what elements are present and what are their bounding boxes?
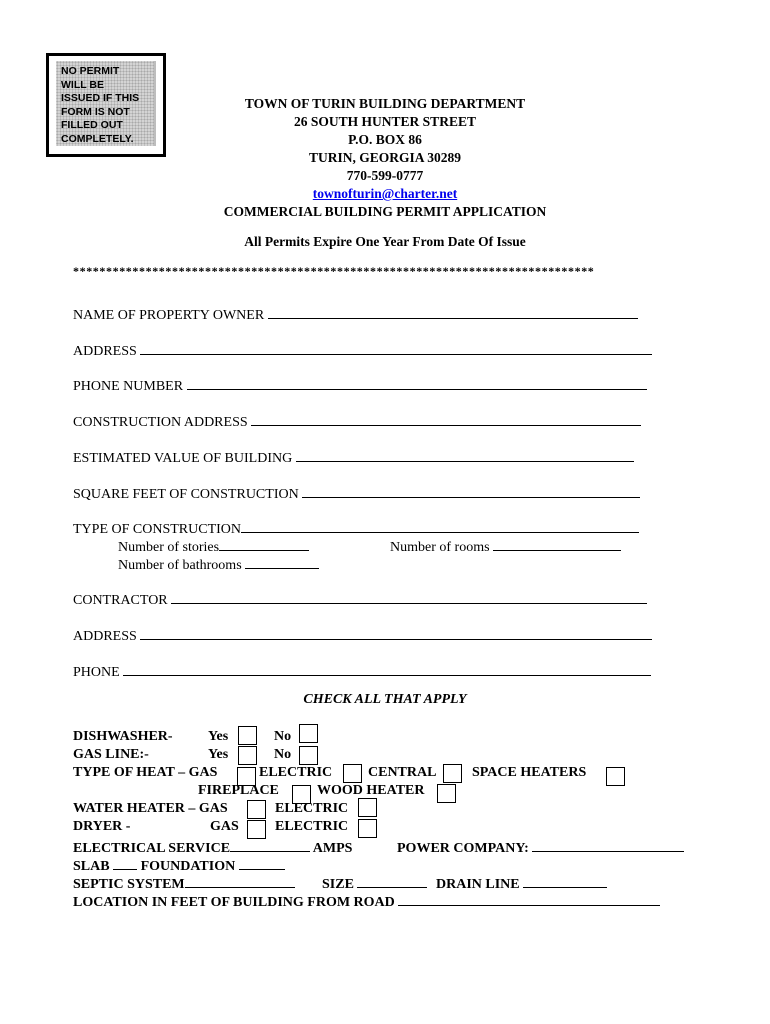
email-link[interactable]: townofturin@charter.net [312, 186, 458, 201]
phone-number-label: PHONE NUMBER [73, 379, 184, 394]
construction-address-field[interactable] [251, 411, 641, 426]
street-address: 26 SOUTH HUNTER STREET [294, 114, 476, 129]
bathrooms-field[interactable] [245, 554, 319, 569]
square-feet-row [73, 483, 640, 503]
notice-line: FORM IS NOT [61, 105, 130, 118]
department-phone: 770-599-0777 [346, 168, 424, 183]
address-row [73, 340, 652, 360]
bathrooms-row [118, 554, 319, 574]
construction-address-row [73, 411, 641, 431]
gas-line-yes-checkbox[interactable] [238, 746, 257, 765]
heat-electric-label: ELECTRIC [259, 765, 333, 780]
heat-central-label: CENTRAL [368, 765, 437, 780]
phone-number-field[interactable] [187, 375, 647, 390]
water-heater-electric-checkbox[interactable] [358, 798, 377, 817]
septic-label: SEPTIC SYSTEM [73, 877, 185, 892]
electrical-service-label: ELECTRICAL SERVICE [73, 841, 231, 856]
construction-type-field[interactable] [241, 518, 639, 533]
owner-row [73, 304, 638, 324]
power-company-field[interactable] [532, 837, 684, 852]
power-company-row [397, 837, 684, 857]
dishwasher-yes-label: Yes [208, 729, 229, 744]
rooms-label: Number of rooms [390, 540, 490, 555]
slab-foundation-row [73, 855, 285, 875]
dryer-label: DRYER - [73, 819, 131, 834]
wood-heater-label: WOOD HEATER [317, 783, 425, 798]
contractor-address-row [73, 625, 652, 645]
gas-line-label: GAS LINE:- [73, 747, 149, 762]
drain-line-row [436, 873, 607, 893]
rooms-row [390, 536, 621, 556]
foundation-field[interactable] [239, 855, 285, 870]
address-field[interactable] [140, 340, 652, 355]
septic-row [73, 873, 295, 893]
notice-line: WILL BE [61, 78, 104, 91]
notice-line: NO PERMIT [61, 65, 120, 77]
heat-electric-checkbox[interactable] [343, 764, 362, 783]
owner-field[interactable] [268, 304, 638, 319]
separator: ******************************************************************************* [73, 264, 595, 278]
square-feet-field[interactable] [302, 483, 640, 498]
fireplace-label: FIREPLACE [198, 783, 279, 798]
gas-line-no-checkbox[interactable] [299, 746, 318, 765]
dryer-gas-label: GAS [210, 819, 239, 834]
electrical-service-field[interactable] [230, 837, 310, 852]
contractor-phone-label: PHONE [73, 665, 120, 680]
stories-field[interactable] [219, 536, 309, 551]
size-field[interactable] [357, 873, 427, 888]
department-name: TOWN OF TURIN BUILDING DEPARTMENT [244, 96, 526, 111]
construction-type-row [73, 518, 639, 538]
stories-label: Number of stories [118, 540, 220, 555]
notice-line: FILLED OUT [61, 119, 123, 131]
location-label: LOCATION IN FEET OF BUILDING FROM ROAD [73, 895, 395, 910]
dishwasher-no-label: No [274, 729, 292, 744]
estimated-value-row [73, 447, 634, 467]
contractor-address-field[interactable] [140, 625, 652, 640]
contractor-label: CONTRACTOR [73, 593, 168, 608]
dryer-electric-label: ELECTRIC [275, 819, 349, 834]
wood-heater-checkbox[interactable] [437, 784, 456, 803]
contractor-phone-field[interactable] [123, 661, 651, 676]
drain-line-label: DRAIN LINE [436, 877, 520, 892]
construction-address-label: CONSTRUCTION ADDRESS [73, 415, 248, 430]
notice-line: ISSUED IF THIS [61, 92, 140, 104]
slab-label: SLAB [73, 859, 110, 874]
dryer-electric-checkbox[interactable] [358, 819, 377, 838]
heat-type-label: TYPE OF HEAT – GAS [73, 765, 218, 780]
drain-line-field[interactable] [523, 873, 607, 888]
power-company-label: POWER COMPANY: [397, 841, 529, 856]
address-label: ADDRESS [73, 344, 137, 359]
rooms-field[interactable] [493, 536, 621, 551]
space-heaters-checkbox[interactable] [606, 767, 625, 786]
square-feet-label: SQUARE FEET OF CONSTRUCTION [73, 487, 299, 502]
contractor-field[interactable] [171, 589, 647, 604]
contractor-phone-row [73, 661, 651, 681]
slab-field[interactable] [113, 855, 137, 870]
checklist-heading: CHECK ALL THAT APPLY [303, 692, 467, 707]
estimated-value-field[interactable] [296, 447, 634, 462]
foundation-label: FOUNDATION [140, 859, 236, 874]
location-row [73, 891, 660, 911]
contractor-row [73, 589, 647, 609]
size-label: SIZE [322, 877, 354, 892]
owner-label: NAME OF PROPERTY OWNER [73, 308, 265, 323]
water-heater-electric-label: ELECTRIC [275, 801, 349, 816]
dishwasher-yes-checkbox[interactable] [238, 726, 257, 745]
heat-central-checkbox[interactable] [443, 764, 462, 783]
size-row [322, 873, 427, 893]
form-title: COMMERCIAL BUILDING PERMIT APPLICATION [223, 204, 547, 219]
estimated-value-label: ESTIMATED VALUE OF BUILDING [73, 451, 293, 466]
phone-number-row [73, 375, 647, 395]
location-field[interactable] [398, 891, 660, 906]
dishwasher-no-checkbox[interactable] [299, 724, 318, 743]
gas-line-yes-label: Yes [208, 747, 229, 762]
contractor-address-label: ADDRESS [73, 629, 137, 644]
amps-label: AMPS [312, 841, 353, 856]
water-heater-gas-checkbox[interactable] [247, 800, 266, 819]
construction-type-label: TYPE OF CONSTRUCTION [73, 522, 242, 537]
gas-line-no-label: No [274, 747, 292, 762]
septic-field[interactable] [185, 873, 295, 888]
electrical-service-row [73, 837, 352, 857]
expiry-notice: All Permits Expire One Year From Date Of Issue [244, 234, 526, 249]
dishwasher-label: DISHWASHER- [73, 729, 173, 744]
water-heater-label: WATER HEATER – GAS [73, 801, 228, 816]
stories-row [118, 536, 309, 556]
city-state-zip: TURIN, GEORGIA 30289 [309, 150, 461, 165]
bathrooms-label: Number of bathrooms [118, 558, 242, 573]
space-heaters-label: SPACE HEATERS [472, 765, 587, 780]
notice-line: COMPLETELY. [61, 132, 134, 145]
po-box: P.O. BOX 86 [348, 132, 422, 147]
